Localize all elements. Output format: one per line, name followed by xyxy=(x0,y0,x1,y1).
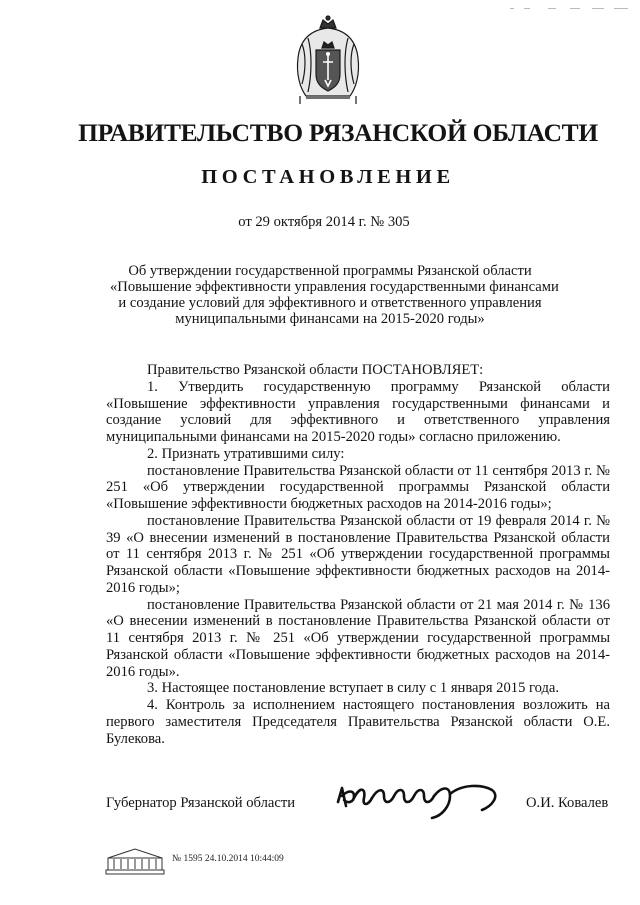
handwritten-signature xyxy=(332,776,510,822)
paragraph-2b: постановление Правительства Рязанской области от 19 февраля 2014 г. № 39 «О внесении изменений в постановление Правительства Рязанской области от 11 сентября 2013 г. № 251 «Об утверждении государственной программы Рязанской области «Повышение эффективности бюджетных расходов на 2014-2016 годы»; xyxy=(106,512,610,596)
signatory-position: Губернатор Рязанской области xyxy=(106,795,296,811)
subject-line: муниципальными финансами на 2015-2020 годы» xyxy=(175,311,485,327)
paragraph-1: 1. Утвердить государственную программу Рязанской области «Повышение эффективности управления государственными финансами и создание условий для эффективного и ответственного управления муниципальными финансами на 2015-2020 годы» согласно приложению. xyxy=(106,378,610,445)
government-title: ПРАВИТЕЛЬСТВО РЯЗАНСКОЙ ОБЛАСТИ xyxy=(78,118,598,147)
document-type: ПОСТАНОВЛЕНИЕ xyxy=(201,166,455,188)
subject-line: «Повышение эффективности управления государственными финансами xyxy=(110,279,559,295)
paragraph-2c: постановление Правительства Рязанской области от 21 мая 2014 г. № 136 «О внесении изменений в постановление Правительства Рязанской области от 11 сентября 2013 г. № 251 «Об утверждении государственной программы Рязанской области «Повышение эффективности бюджетных расходов на 2014-2016 годы». xyxy=(106,596,610,680)
document-body xyxy=(106,362,610,747)
document-date-number: от 29 октября 2014 г. № 305 xyxy=(238,214,410,230)
subject-line: Об утверждении государственной программы Рязанской области xyxy=(128,263,532,279)
paragraph-2a: постановление Правительства Рязанской области от 11 сентября 2013 г. № 251 «Об утверждении государственной программы Рязанской области «Повышение эффективности бюджетных расходов на 2014-2016 годы»; xyxy=(106,462,610,512)
paragraph-4: 4. Контроль за исполнением настоящего постановления возложить на первого заместителя Председателя Правительства Рязанской области О.Е. Булекова. xyxy=(106,697,610,747)
signatory-name: О.И. Ковалев xyxy=(526,795,609,811)
paragraph-3: 3. Настоящее постановление вступает в силу с 1 января 2015 года. xyxy=(147,680,560,697)
registration-info: № 1595 24.10.2014 10:44:09 xyxy=(172,854,284,864)
subject-line: и создание условий для эффективного и ответственного управления xyxy=(118,295,542,311)
scan-marks xyxy=(510,6,630,12)
document-subject xyxy=(110,263,559,327)
electronic-document-stamp-icon xyxy=(104,846,166,876)
paragraph-2: 2. Признать утратившими силу: xyxy=(147,445,345,462)
body-intro: Правительство Рязанской области ПОСТАНОВЛЯЕТ: xyxy=(147,362,484,378)
ryazan-coat-of-arms-icon xyxy=(292,14,364,106)
